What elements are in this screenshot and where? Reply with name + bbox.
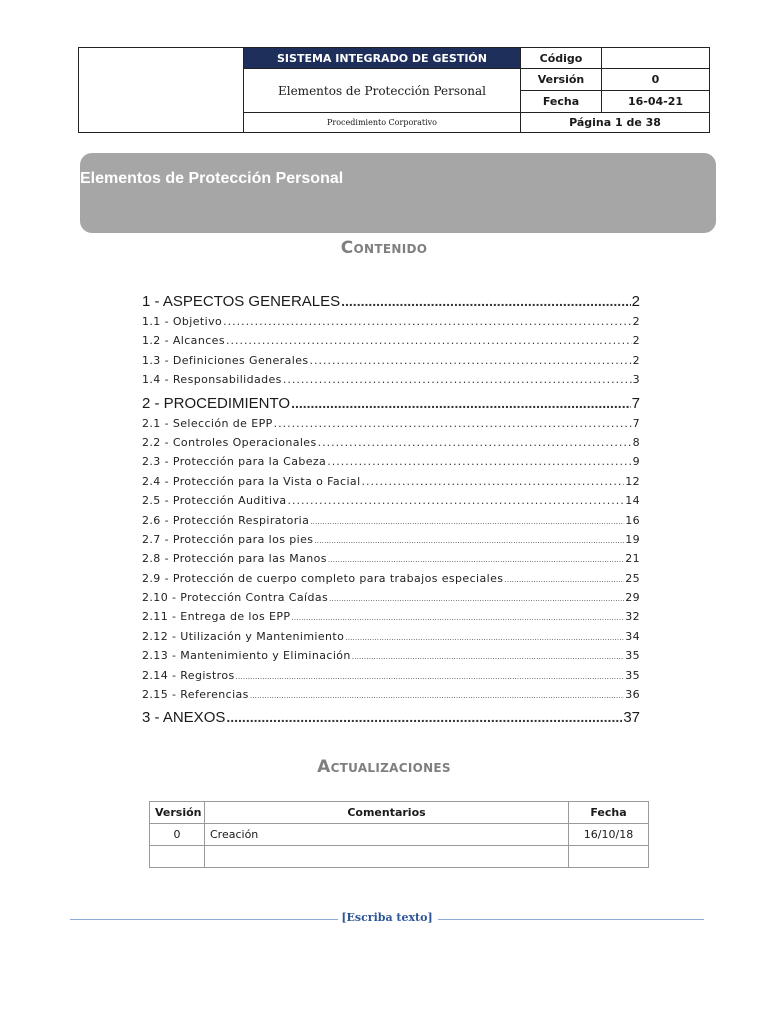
toc-entry-label: 2.2 - Controles Operacionales bbox=[142, 435, 317, 449]
footer-divider bbox=[438, 919, 704, 920]
toc-entry-page: 35 bbox=[625, 668, 640, 682]
logo-cell bbox=[79, 48, 244, 133]
toc-entry-page: 2 bbox=[632, 353, 640, 367]
document-name: Elementos de Protección Personal bbox=[244, 69, 521, 113]
date-label: Fecha bbox=[521, 91, 602, 113]
date-value: 16-04-21 bbox=[602, 91, 710, 113]
page-indicator: Página 1 de 38 bbox=[521, 113, 710, 133]
toc-entry-label: 2.12 - Utilización y Mantenimiento bbox=[142, 629, 345, 643]
toc-section-entry[interactable] bbox=[142, 290, 640, 312]
toc-dot-leader bbox=[318, 433, 632, 452]
comment-cell bbox=[205, 846, 569, 868]
version-label: Versión bbox=[521, 69, 602, 91]
updates-table bbox=[149, 801, 649, 868]
toc-entry-label: 1.1 - Objetivo bbox=[142, 315, 223, 328]
toc-subsection-entry[interactable] bbox=[142, 685, 640, 704]
toc-entry-page: 7 bbox=[631, 394, 640, 412]
toc-dot-leader bbox=[314, 532, 624, 549]
procedure-type: Procedimiento Corporativo bbox=[244, 113, 521, 133]
toc-dot-leader bbox=[288, 491, 625, 510]
toc-entry-page: 2 bbox=[632, 315, 640, 328]
toc-entry-page: 37 bbox=[623, 709, 640, 727]
toc-entry-page: 34 bbox=[625, 629, 640, 643]
toc-entry-page: 25 bbox=[625, 571, 640, 585]
toc-dot-leader bbox=[291, 392, 631, 414]
toc-dot-leader bbox=[328, 551, 624, 568]
system-title: SISTEMA INTEGRADO DE GESTIÓN bbox=[244, 48, 521, 69]
toc-entry-page: 35 bbox=[625, 649, 640, 663]
toc-section-entry[interactable] bbox=[142, 392, 640, 414]
toc-dot-leader bbox=[327, 452, 631, 471]
column-header: Fecha bbox=[569, 802, 649, 824]
column-header: Comentarios bbox=[205, 802, 569, 824]
toc-dot-leader bbox=[310, 513, 624, 530]
version-value: 0 bbox=[602, 69, 710, 91]
toc-entry-label: 2.1 - Selección de EPP bbox=[142, 416, 273, 430]
table-row bbox=[150, 846, 649, 868]
toc-entry-label: 2.4 - Protección para la Vista o Facial bbox=[142, 474, 361, 488]
toc-dot-leader bbox=[236, 668, 625, 685]
toc-subsection-entry[interactable] bbox=[142, 452, 640, 471]
footer-placeholder-text[interactable]: [Escriba texto] bbox=[341, 911, 433, 924]
toc-subsection-entry[interactable] bbox=[142, 511, 640, 530]
toc-subsection-entry[interactable] bbox=[142, 588, 640, 607]
code-value bbox=[602, 48, 710, 69]
toc-section-entry[interactable] bbox=[142, 706, 640, 728]
toc-dot-leader bbox=[329, 590, 624, 607]
toc-entry-label: 1 - ASPECTOS GENERALES bbox=[142, 293, 341, 310]
toc-entry-page: 8 bbox=[632, 435, 640, 449]
page-footer bbox=[70, 909, 704, 929]
comment-cell: Creación bbox=[205, 824, 569, 846]
toc-entry-page: 2 bbox=[631, 293, 640, 310]
toc-subsection-entry[interactable] bbox=[142, 530, 640, 549]
document-header-table bbox=[78, 47, 710, 133]
toc-entry-label: 2.3 - Protección para la Cabeza bbox=[142, 455, 327, 469]
toc-dot-leader bbox=[362, 472, 625, 491]
toc-entry-label: 2.15 - Referencias bbox=[142, 688, 249, 702]
toc-entry-page: 2 bbox=[632, 334, 640, 348]
toc-subsection-entry[interactable] bbox=[142, 414, 640, 433]
toc-subsection-entry[interactable] bbox=[142, 312, 640, 331]
toc-entry-label: 2.11 - Entrega de los EPP bbox=[142, 610, 291, 624]
toc-dot-leader bbox=[345, 629, 624, 646]
toc-dot-leader bbox=[352, 648, 624, 665]
toc-entry-label: 2.7 - Protección para los pies bbox=[142, 532, 314, 546]
date-cell: 16/10/18 bbox=[569, 824, 649, 846]
version-cell bbox=[150, 846, 205, 868]
toc-entry-label: 2.10 - Protección Contra Caídas bbox=[142, 591, 329, 605]
toc-subsection-entry[interactable] bbox=[142, 331, 640, 350]
toc-dot-leader bbox=[341, 290, 631, 312]
toc-dot-leader bbox=[274, 414, 632, 433]
code-label: Código bbox=[521, 48, 602, 69]
toc-subsection-entry[interactable] bbox=[142, 433, 640, 452]
toc-subsection-entry[interactable] bbox=[142, 607, 640, 626]
contents-heading: Contenido bbox=[340, 238, 428, 258]
toc-subsection-entry[interactable] bbox=[142, 549, 640, 568]
toc-entry-label: 2.6 - Protección Respiratoria bbox=[142, 513, 310, 527]
toc-entry-page: 32 bbox=[625, 610, 640, 624]
toc-entry-page: 16 bbox=[625, 513, 640, 527]
toc-entry-label: 3 - ANEXOS bbox=[142, 709, 226, 727]
toc-dot-leader bbox=[223, 312, 631, 331]
toc-entry-page: 14 bbox=[625, 494, 640, 508]
toc-entry-page: 19 bbox=[625, 532, 640, 546]
toc-entry-page: 36 bbox=[625, 688, 640, 702]
toc-entry-page: 3 bbox=[632, 373, 640, 387]
updates-heading: Actualizaciones bbox=[317, 757, 451, 777]
toc-dot-leader bbox=[283, 370, 632, 389]
toc-entry-page: 12 bbox=[625, 474, 640, 488]
title-banner bbox=[80, 153, 716, 233]
toc-entry-page: 9 bbox=[632, 455, 640, 469]
toc-subsection-entry[interactable] bbox=[142, 569, 640, 588]
toc-entry-page: 7 bbox=[632, 416, 640, 430]
toc-entry-label: 2.9 - Protección de cuerpo completo para trabajos especiales bbox=[142, 571, 504, 585]
version-cell: 0 bbox=[150, 824, 205, 846]
table-of-contents bbox=[142, 288, 640, 728]
toc-dot-leader bbox=[504, 571, 624, 588]
toc-entry-label: 2 - PROCEDIMIENTO bbox=[142, 394, 291, 412]
toc-dot-leader bbox=[226, 331, 632, 350]
toc-subsection-entry[interactable] bbox=[142, 370, 640, 389]
toc-subsection-entry[interactable] bbox=[142, 472, 640, 491]
table-row bbox=[150, 824, 649, 846]
toc-entry-page: 29 bbox=[625, 591, 640, 605]
toc-entry-label: 2.8 - Protección para las Manos bbox=[142, 552, 327, 566]
toc-entry-label: 2.13 - Mantenimiento y Eliminación bbox=[142, 649, 351, 663]
toc-dot-leader bbox=[226, 706, 622, 728]
toc-subsection-entry[interactable] bbox=[142, 491, 640, 510]
banner-title: Elementos de Protección Personal bbox=[80, 170, 344, 187]
date-cell bbox=[569, 846, 649, 868]
toc-entry-page: 21 bbox=[625, 552, 640, 566]
toc-dot-leader bbox=[310, 351, 632, 370]
toc-dot-leader bbox=[250, 687, 624, 704]
toc-subsection-entry[interactable] bbox=[142, 351, 640, 370]
column-header: Versión bbox=[150, 802, 205, 824]
toc-entry-label: 2.14 - Registros bbox=[142, 668, 235, 682]
toc-entry-label: 1.4 - Responsabilidades bbox=[142, 373, 282, 387]
toc-subsection-entry[interactable] bbox=[142, 627, 640, 646]
toc-entry-label: 1.2 - Alcances bbox=[142, 334, 225, 348]
toc-subsection-entry[interactable] bbox=[142, 666, 640, 685]
toc-subsection-entry[interactable] bbox=[142, 646, 640, 665]
toc-entry-label: 1.3 - Definiciones Generales bbox=[142, 353, 309, 367]
toc-entry-label: 2.5 - Protección Auditiva bbox=[142, 494, 287, 508]
updates-header-row bbox=[150, 802, 649, 824]
toc-dot-leader bbox=[291, 609, 624, 626]
